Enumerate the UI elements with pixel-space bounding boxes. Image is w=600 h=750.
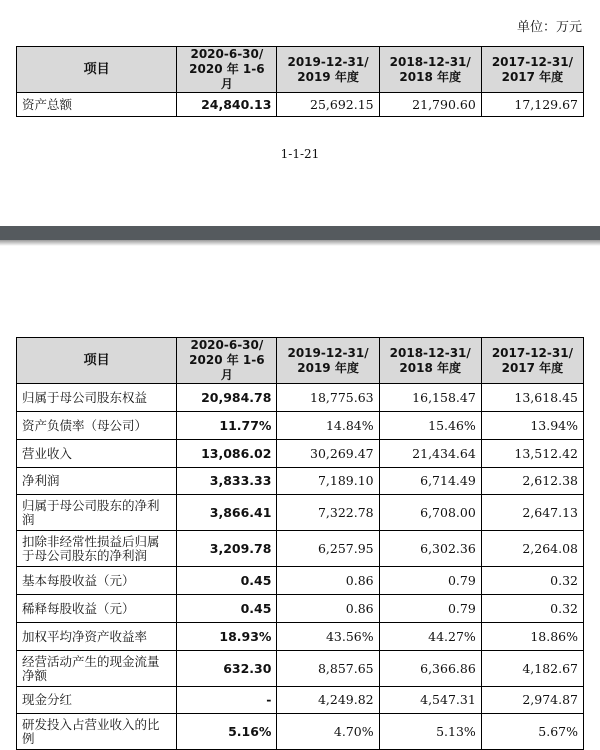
table-row	[17, 651, 584, 687]
value-2018: 5.13%	[379, 714, 481, 750]
key-financials-table	[16, 337, 584, 750]
header-period-2017: 2017-12-31/ 2017 年度	[481, 338, 583, 384]
value-2020: 0.45	[177, 567, 277, 595]
row-label: 资产总额	[17, 93, 177, 117]
value-2019: 0.86	[277, 595, 379, 623]
value-2020: 11.77%	[177, 412, 277, 440]
value-2018: 6,714.49	[379, 468, 481, 495]
value-2018: 0.79	[379, 567, 481, 595]
table-row	[17, 623, 584, 651]
table-row	[17, 93, 584, 117]
value-2018: 6,708.00	[379, 495, 481, 531]
value-2017: 18.86%	[481, 623, 583, 651]
value-2019: 0.86	[277, 567, 379, 595]
table-row	[17, 714, 584, 750]
value-2017: 13.94%	[481, 412, 583, 440]
table-row	[17, 384, 584, 412]
header-row	[17, 47, 584, 93]
value-2019: 7,322.78	[277, 495, 379, 531]
value-2020: -	[177, 687, 277, 714]
value-2018: 4,547.31	[379, 687, 481, 714]
row-label: 现金分红	[17, 687, 177, 714]
value-2018: 21,434.64	[379, 440, 481, 468]
value-2020: 3,209.78	[177, 531, 277, 567]
value-2017: 2,974.87	[481, 687, 583, 714]
header-item: 项目	[17, 47, 177, 93]
value-2018: 6,302.36	[379, 531, 481, 567]
value-2020: 13,086.02	[177, 440, 277, 468]
row-label: 归属于母公司股东的净利润	[17, 495, 177, 531]
value-2017: 2,647.13	[481, 495, 583, 531]
table-row	[17, 440, 584, 468]
value-2018: 0.79	[379, 595, 481, 623]
value-2018: 44.27%	[379, 623, 481, 651]
table-row	[17, 595, 584, 623]
value-2020: 5.16%	[177, 714, 277, 750]
value-2018: 6,366.86	[379, 651, 481, 687]
value-2019: 4.70%	[277, 714, 379, 750]
value-2018: 15.46%	[379, 412, 481, 440]
value-2020: 632.30	[177, 651, 277, 687]
value-2020: 20,984.78	[177, 384, 277, 412]
header-period-2019: 2019-12-31/ 2019 年度	[277, 338, 379, 384]
unit-label: 单位：万元	[516, 20, 582, 35]
value-2019: 6,257.95	[277, 531, 379, 567]
value-2019: 7,189.10	[277, 468, 379, 495]
value-2019: 30,269.47	[277, 440, 379, 468]
value-2020: 24,840.13	[177, 93, 277, 117]
row-label: 经营活动产生的现金流量净额	[17, 651, 177, 687]
header-row	[17, 338, 584, 384]
header-period-2018: 2018-12-31/ 2018 年度	[379, 47, 481, 93]
value-2020: 0.45	[177, 595, 277, 623]
page-separator	[0, 226, 600, 240]
row-label: 稀释每股收益（元）	[17, 595, 177, 623]
table-row	[17, 495, 584, 531]
row-label: 加权平均净资产收益率	[17, 623, 177, 651]
value-2017: 13,512.42	[481, 440, 583, 468]
header-period-2019: 2019-12-31/ 2019 年度	[277, 47, 379, 93]
row-label: 基本每股收益（元）	[17, 567, 177, 595]
header-period-2018: 2018-12-31/ 2018 年度	[379, 338, 481, 384]
header-item: 项目	[17, 338, 177, 384]
value-2017: 2,612.38	[481, 468, 583, 495]
value-2019: 4,249.82	[277, 687, 379, 714]
value-2017: 5.67%	[481, 714, 583, 750]
value-2017: 4,182.67	[481, 651, 583, 687]
row-label: 营业收入	[17, 440, 177, 468]
value-2020: 18.93%	[177, 623, 277, 651]
page-separator-shadow	[0, 240, 600, 246]
value-2019: 25,692.15	[277, 93, 379, 117]
header-period-2020: 2020-6-30/ 2020 年 1-6 月	[177, 338, 277, 384]
page-number: 1-1-21	[280, 147, 320, 161]
table-row	[17, 468, 584, 495]
value-2019: 8,857.65	[277, 651, 379, 687]
row-label: 净利润	[17, 468, 177, 495]
row-label: 扣除非经常性损益后归属于母公司股东的净利润	[17, 531, 177, 567]
total-assets-table	[16, 46, 584, 117]
header-period-2017: 2017-12-31/ 2017 年度	[481, 47, 583, 93]
table-row	[17, 687, 584, 714]
value-2017: 13,618.45	[481, 384, 583, 412]
row-label: 归属于母公司股东权益	[17, 384, 177, 412]
table-row	[17, 531, 584, 567]
header-period-2020: 2020-6-30/ 2020 年 1-6 月	[177, 47, 277, 93]
row-label: 研发投入占营业收入的比例	[17, 714, 177, 750]
value-2018: 16,158.47	[379, 384, 481, 412]
table-row	[17, 412, 584, 440]
table-row	[17, 567, 584, 595]
value-2019: 14.84%	[277, 412, 379, 440]
value-2019: 43.56%	[277, 623, 379, 651]
value-2018: 21,790.60	[379, 93, 481, 117]
row-label: 资产负债率（母公司）	[17, 412, 177, 440]
value-2017: 0.32	[481, 595, 583, 623]
value-2020: 3,833.33	[177, 468, 277, 495]
value-2017: 2,264.08	[481, 531, 583, 567]
value-2020: 3,866.41	[177, 495, 277, 531]
value-2019: 18,775.63	[277, 384, 379, 412]
value-2017: 0.32	[481, 567, 583, 595]
value-2017: 17,129.67	[481, 93, 583, 117]
